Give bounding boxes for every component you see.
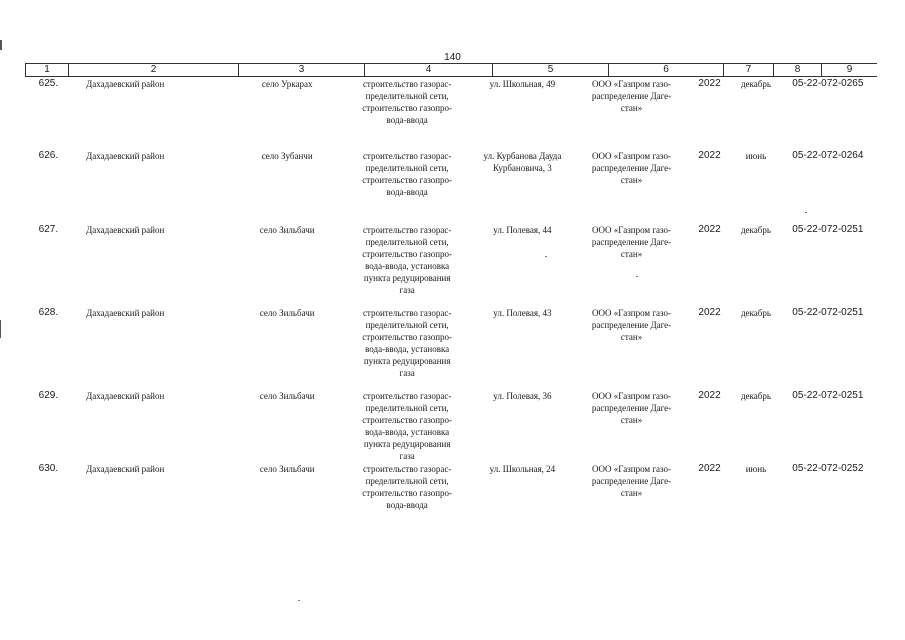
organization-cell [577, 150, 686, 198]
organization-cell [577, 390, 686, 462]
organization-cell-line: распределение Даге- [591, 476, 672, 486]
organization-cell-line: распределение Даге- [591, 91, 672, 101]
address-cell [468, 224, 578, 296]
district-cell: Дахадаевский район [86, 464, 165, 474]
district-cell: Дахадаевский район [86, 308, 165, 318]
code-cell: 05-22-072-0252 [792, 463, 864, 474]
district-cell: Дахадаевский район [86, 79, 165, 89]
scan-speck [636, 276, 638, 277]
work-cell-line: газа [399, 368, 415, 378]
code-cell: 05-22-072-0251 [792, 307, 864, 318]
work-cell-line: строительство газорас- [362, 225, 452, 235]
code-cell: 05-22-072-0265 [792, 78, 864, 89]
page-number: 140 [444, 52, 461, 63]
settlement-cell: село Зильбачи [259, 391, 315, 401]
work-cell-line: пределительной сети, [365, 163, 449, 173]
year-cell: 2022 [698, 78, 721, 89]
work-cell-line: строительство газорас- [362, 308, 452, 318]
work-cell [347, 78, 468, 126]
header-col-8: 8 [773, 64, 821, 76]
table-row [25, 78, 877, 126]
work-cell-line: строительство газопро- [362, 103, 453, 113]
header-col-5: 5 [492, 64, 608, 76]
organization-cell-line: стан» [620, 488, 643, 498]
work-cell-line: пределительной сети, [365, 403, 449, 413]
year-cell: 2022 [698, 150, 721, 161]
month-cell: декабрь [740, 391, 771, 401]
work-cell-line: газа [399, 451, 415, 461]
work-cell-line: вода-ввода [386, 115, 428, 125]
work-cell-line: строительство газопро- [362, 332, 453, 342]
settlement-cell: село Зильбачи [259, 464, 315, 474]
organization-cell [577, 307, 686, 379]
organization-cell-line: ООО «Газпром газо- [592, 225, 672, 235]
scan-speck [805, 212, 807, 213]
year-cell: 2022 [698, 224, 721, 235]
organization-cell-line: распределение Даге- [591, 403, 672, 413]
work-cell-line: пункта редуцирования [363, 356, 451, 366]
month-cell: декабрь [740, 308, 771, 318]
table-header [25, 63, 877, 77]
month-cell: декабрь [740, 225, 771, 235]
address-cell [468, 78, 578, 126]
address-cell-line: ул. Школьная, 24 [489, 464, 556, 474]
work-cell-line: строительство газорас- [362, 464, 452, 474]
work-cell-line: строительство газопро- [362, 249, 453, 259]
scan-edge-mark [0, 320, 1, 338]
district-cell: Дахадаевский район [86, 391, 165, 401]
work-cell-line: строительство газопро- [362, 488, 453, 498]
work-cell [347, 307, 468, 379]
work-cell-line: пределительной сети, [365, 237, 449, 247]
address-cell [468, 463, 578, 511]
work-cell [347, 150, 468, 198]
scan-speck [545, 256, 547, 257]
year-cell: 2022 [698, 463, 721, 474]
row-number: 627. [38, 224, 59, 235]
address-cell-line: ул. Курбанова Дауда [483, 151, 562, 161]
settlement-cell: село Уркарах [261, 79, 313, 89]
work-cell [347, 463, 468, 511]
table-row [25, 463, 877, 511]
scan-edge-mark [0, 40, 2, 50]
work-cell [347, 224, 468, 296]
work-cell-line: строительство газорас- [362, 391, 452, 401]
year-cell: 2022 [698, 390, 721, 401]
month-cell: декабрь [740, 79, 771, 89]
organization-cell-line: распределение Даге- [591, 320, 672, 330]
table-row [25, 307, 877, 379]
organization-cell-line: распределение Даге- [591, 163, 672, 173]
row-number: 625. [38, 78, 59, 89]
address-cell [468, 150, 578, 198]
address-cell [468, 307, 578, 379]
work-cell [347, 390, 468, 462]
table-row [25, 150, 877, 198]
header-col-1: 1 [25, 64, 68, 76]
work-cell-line: вода-ввода, установка [365, 427, 450, 437]
row-number: 628. [38, 307, 59, 318]
organization-cell-line: стан» [620, 103, 643, 113]
work-cell-line: вода-ввода [386, 187, 428, 197]
organization-cell-line: стан» [620, 415, 643, 425]
table-row [25, 224, 877, 296]
settlement-cell: село Зильбачи [259, 308, 315, 318]
work-cell-line: строительство газопро- [362, 415, 453, 425]
month-cell: июнь [745, 464, 767, 474]
year-cell: 2022 [698, 307, 721, 318]
work-cell-line: газа [399, 285, 415, 295]
organization-cell [577, 78, 686, 126]
work-cell-line: пределительной сети, [365, 91, 449, 101]
organization-cell-line: ООО «Газпром газо- [592, 308, 672, 318]
work-cell-line: строительство газопро- [362, 175, 453, 185]
organization-cell-line: стан» [620, 175, 643, 185]
scan-speck [298, 600, 300, 601]
work-cell-line: вода-ввода, установка [365, 261, 450, 271]
header-col-3: 3 [238, 64, 364, 76]
header-col-7: 7 [723, 64, 773, 76]
settlement-cell: село Зильбачи [259, 225, 315, 235]
organization-cell [577, 463, 686, 511]
organization-cell-line: ООО «Газпром газо- [592, 79, 672, 89]
work-cell-line: пределительной сети, [365, 320, 449, 330]
settlement-cell: село Зубанчи [261, 151, 313, 161]
address-cell-line: ул. Полевая, 44 [493, 225, 552, 235]
month-cell: июнь [745, 151, 767, 161]
work-cell-line: пункта редуцирования [363, 439, 451, 449]
address-cell [468, 390, 578, 462]
address-cell-line: ул. Полевая, 36 [493, 391, 552, 401]
header-col-4: 4 [364, 64, 492, 76]
address-cell-line: Курбановича, 3 [493, 163, 552, 173]
code-cell: 05-22-072-0251 [792, 390, 864, 401]
code-cell: 05-22-072-0251 [792, 224, 864, 235]
organization-cell-line: ООО «Газпром газо- [592, 391, 672, 401]
organization-cell-line: распределение Даге- [591, 237, 672, 247]
table-row [25, 390, 877, 462]
work-cell-line: строительство газорас- [362, 151, 452, 161]
district-cell: Дахадаевский район [86, 151, 165, 161]
row-number: 626. [38, 150, 59, 161]
row-number: 629. [38, 390, 59, 401]
organization-cell-line: ООО «Газпром газо- [592, 151, 672, 161]
organization-cell-line: стан» [620, 249, 643, 259]
organization-cell-line: стан» [620, 332, 643, 342]
work-cell-line: вода-ввода, установка [365, 344, 450, 354]
row-number: 630. [38, 463, 59, 474]
address-cell-line: ул. Полевая, 43 [493, 308, 552, 318]
work-cell-line: пределительной сети, [365, 476, 449, 486]
work-cell-line: строительство газорас- [362, 79, 452, 89]
work-cell-line: пункта редуцирования [363, 273, 451, 283]
header-col-6: 6 [608, 64, 723, 76]
header-col-2: 2 [68, 64, 238, 76]
header-col-9: 9 [821, 64, 877, 76]
organization-cell [577, 224, 686, 296]
work-cell-line: вода-ввода [386, 500, 428, 510]
address-cell-line: ул. Школьная, 49 [489, 79, 556, 89]
code-cell: 05-22-072-0264 [792, 150, 864, 161]
district-cell: Дахадаевский район [86, 225, 165, 235]
organization-cell-line: ООО «Газпром газо- [592, 464, 672, 474]
